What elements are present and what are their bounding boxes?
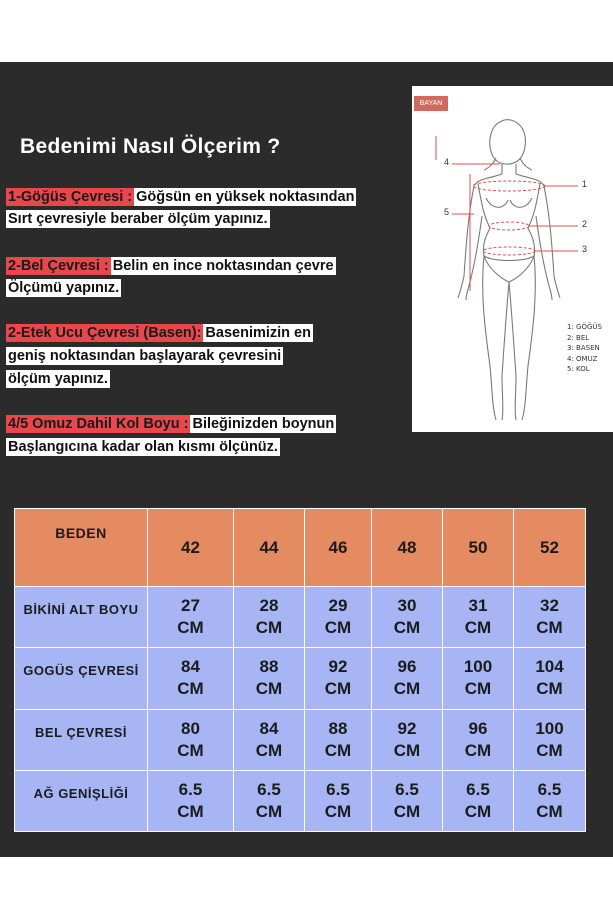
cell-value: 96 xyxy=(468,718,488,738)
table-cell xyxy=(148,648,234,709)
instruction-4-line-2 xyxy=(6,437,280,457)
instruction-4-text: Bileğinizden boynun xyxy=(192,416,335,432)
cell-unit: CM xyxy=(393,618,421,638)
cell-unit: CM xyxy=(255,618,283,638)
row-label: BEL ÇEVRESİ xyxy=(15,709,148,770)
row-label: AĞ GENİŞLİĞİ xyxy=(15,770,148,831)
cell-unit: CM xyxy=(255,679,283,699)
cell-unit: CM xyxy=(393,679,421,699)
cell-value: 30 xyxy=(397,596,417,616)
table-cell xyxy=(514,709,586,770)
table-row xyxy=(15,587,586,648)
instruction-3-line-1 xyxy=(6,323,313,343)
instruction-4-label: 4/5 Omuz Dahil Kol Boyu : xyxy=(8,416,189,432)
cell-value: 88 xyxy=(328,718,348,738)
table-cell xyxy=(305,770,372,831)
table-cell xyxy=(305,587,372,648)
size-chart-table xyxy=(14,508,586,832)
cell-unit: CM xyxy=(464,801,492,821)
instruction-1-line-1 xyxy=(6,187,356,207)
legend-item: 3: BASEN xyxy=(567,344,600,352)
cell-value: 100 xyxy=(463,657,493,677)
table-cell xyxy=(443,587,514,648)
cell-value: 32 xyxy=(540,596,559,616)
table-cell xyxy=(372,587,443,648)
instruction-4-line-1 xyxy=(6,414,336,434)
table-cell xyxy=(234,709,305,770)
cell-unit: CM xyxy=(255,801,283,821)
size-header: 42 xyxy=(148,509,234,587)
table-row xyxy=(15,709,586,770)
instruction-3-text-2: geniş noktasından başlayarak çevresini xyxy=(8,348,282,364)
cell-unit: CM xyxy=(177,801,204,821)
instruction-1-text: Göğsün en yüksek noktasından xyxy=(136,189,355,205)
cell-unit: CM xyxy=(324,801,352,821)
size-header: 44 xyxy=(234,509,305,587)
table-cell xyxy=(305,648,372,709)
cell-value: 6.5 xyxy=(466,779,490,799)
table-cell xyxy=(372,709,443,770)
size-header: 46 xyxy=(305,509,372,587)
cell-unit: CM xyxy=(324,618,352,638)
page-title: Bedenimi Nasıl Ölçerim ? xyxy=(20,135,281,158)
row-label: GOGÜS ÇEVRESİ xyxy=(15,648,148,709)
row-label: BİKİNİ ALT BOYU xyxy=(15,587,148,648)
cell-value: 104 xyxy=(535,657,564,677)
legend-item: 2: BEL xyxy=(567,333,590,342)
body-outline-illustration xyxy=(412,86,613,432)
table-cell xyxy=(148,709,234,770)
table-cell xyxy=(443,648,514,709)
table-cell xyxy=(443,770,514,831)
instruction-2-text-2: Ölçümü yapınız. xyxy=(8,280,120,296)
cell-unit: CM xyxy=(324,679,352,699)
cell-value: 80 xyxy=(181,718,200,738)
cell-value: 29 xyxy=(328,596,348,616)
cell-unit: CM xyxy=(177,618,204,638)
cell-unit: CM xyxy=(464,618,492,638)
table-row xyxy=(15,770,586,831)
instruction-3-label: 2-Etek Ucu Çevresi (Basen): xyxy=(8,325,202,341)
instruction-3-line-2 xyxy=(6,346,283,366)
cell-value: 6.5 xyxy=(395,779,419,799)
instruction-2-label: 2-Bel Çevresi : xyxy=(8,258,109,274)
cell-unit: CM xyxy=(393,740,421,760)
cell-unit: CM xyxy=(255,740,283,760)
table-cell xyxy=(148,587,234,648)
instruction-1-label: 1-Göğüs Çevresi : xyxy=(8,189,133,205)
table-cell xyxy=(234,648,305,709)
table-cell xyxy=(514,587,586,648)
legend-item: 5: KOL xyxy=(567,365,590,373)
instruction-2-text: Belin en ince noktasından çevre xyxy=(112,258,334,274)
cell-unit: CM xyxy=(324,740,352,760)
legend-item: 4: OMUZ xyxy=(567,354,598,363)
table-header-row xyxy=(15,509,586,587)
figure-badge: BAYAN xyxy=(414,96,448,111)
size-header: 48 xyxy=(372,509,443,587)
cell-value: 92 xyxy=(328,657,348,677)
body-measurement-figure xyxy=(412,86,613,432)
cell-value: 6.5 xyxy=(326,779,350,799)
marker-1: 1 xyxy=(582,179,588,189)
table-cell xyxy=(148,770,234,831)
table-cell xyxy=(514,648,586,709)
cell-value: 84 xyxy=(181,657,200,677)
instruction-2-line-1 xyxy=(6,256,336,276)
cell-value: 100 xyxy=(535,718,564,738)
cell-value: 28 xyxy=(259,596,279,616)
cell-value: 96 xyxy=(397,657,417,677)
instruction-3-text-3: ölçüm yapınız. xyxy=(8,371,108,387)
cell-value: 88 xyxy=(259,657,279,677)
table-cell xyxy=(443,709,514,770)
cell-unit: CM xyxy=(464,679,492,699)
cell-value: 6.5 xyxy=(257,779,281,799)
header-beden: BEDEN xyxy=(15,509,148,587)
table-cell xyxy=(372,648,443,709)
instruction-3-text: Basenimizin en xyxy=(205,325,311,341)
size-header: 52 xyxy=(514,509,586,587)
table-cell xyxy=(234,587,305,648)
table-cell xyxy=(372,770,443,831)
instruction-2-line-2 xyxy=(6,278,121,298)
cell-unit: CM xyxy=(536,618,563,638)
cell-unit: CM xyxy=(177,740,204,760)
cell-unit: CM xyxy=(464,740,492,760)
cell-value: 6.5 xyxy=(537,779,562,799)
cell-value: 31 xyxy=(468,596,488,616)
legend-item: 1: GÖĞÜS xyxy=(567,323,602,331)
table-cell xyxy=(514,770,586,831)
table-cell xyxy=(234,770,305,831)
instruction-1-line-2 xyxy=(6,209,270,229)
marker-2: 2 xyxy=(582,219,588,229)
cell-value: 84 xyxy=(259,718,279,738)
cell-unit: CM xyxy=(177,679,204,699)
instruction-3-line-3 xyxy=(6,369,110,389)
instruction-1-text-2: Sırt çevresiyle beraber ölçüm yapınız. xyxy=(8,211,268,227)
figure-legend xyxy=(567,322,602,375)
cell-unit: CM xyxy=(536,740,563,760)
size-header: 50 xyxy=(443,509,514,587)
marker-4: 4 xyxy=(444,157,450,167)
table-row xyxy=(15,648,586,709)
marker-3: 3 xyxy=(582,244,588,254)
cell-value: 92 xyxy=(397,718,417,738)
cell-unit: CM xyxy=(536,679,563,699)
cell-unit: CM xyxy=(393,801,421,821)
cell-value: 27 xyxy=(181,596,200,616)
table-cell xyxy=(305,709,372,770)
marker-5: 5 xyxy=(444,207,450,217)
cell-value: 6.5 xyxy=(178,779,203,799)
instruction-4-text-2: Başlangıcına kadar olan kısmı ölçünüz. xyxy=(8,439,278,455)
cell-unit: CM xyxy=(536,801,563,821)
